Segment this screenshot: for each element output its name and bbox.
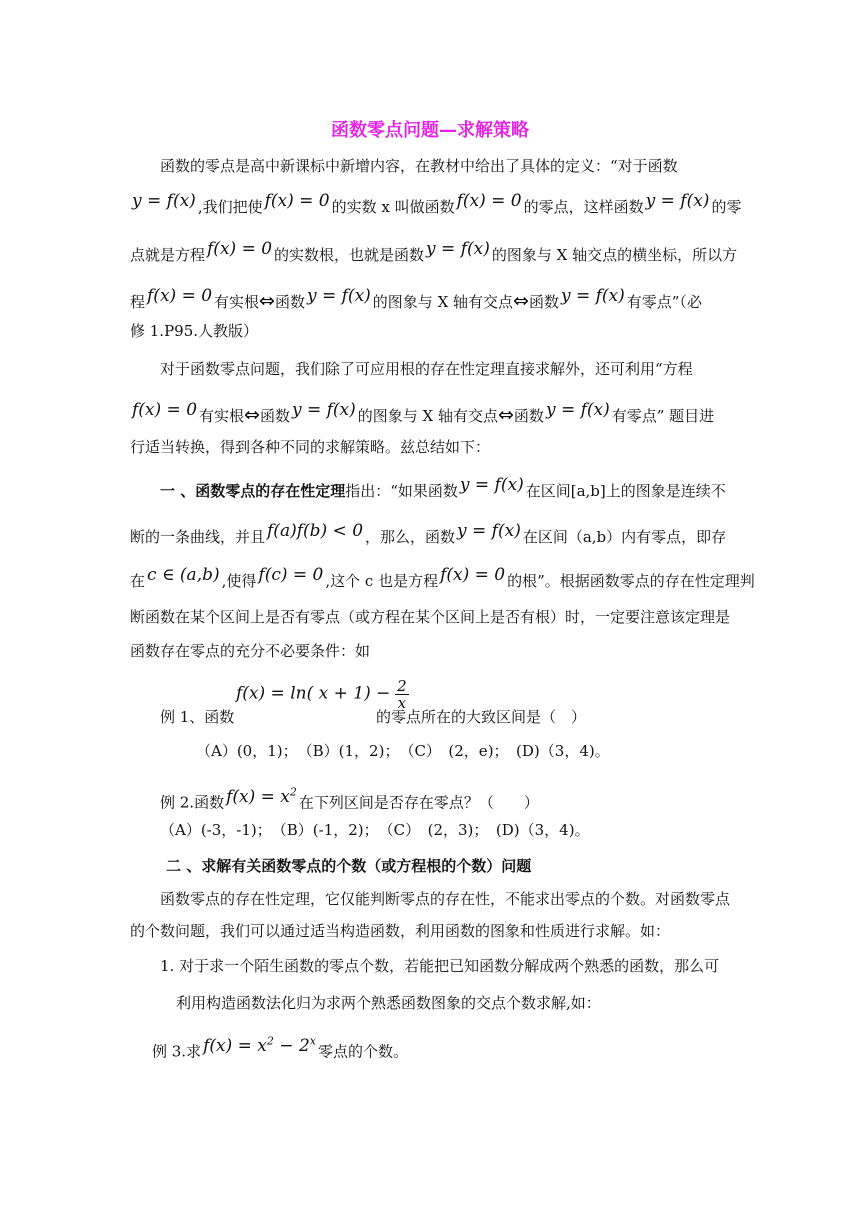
- p1-line4: 程 f(x) = 0 有实根⇔函数 y = f(x) 的图象与 X 轴有交点⇔函数 y = f(x) 有零点”（必: [130, 286, 702, 312]
- math-y-equals-fx: y = f(x): [132, 191, 196, 211]
- math-fx-equals-0: f(x) = 0: [147, 286, 213, 306]
- example1-line: 例 1、函数: [160, 708, 235, 726]
- math-y-equals-fx: y = f(x): [645, 191, 710, 211]
- section1-heading: 一 、函数零点的存在性定理: [160, 482, 346, 500]
- section1-line4: 断函数在某个区间上是否有零点（或方程在某个区间上是否有根）时，一定要注意该定理是: [130, 608, 731, 626]
- iff-symbol: ⇔: [498, 404, 514, 426]
- math-y-equals-fx: y = f(x): [306, 286, 371, 306]
- math-y-equals-fx: y = f(x): [457, 521, 521, 541]
- math-fx-equals-0: f(x) = 0: [440, 565, 506, 585]
- iff-symbol: ⇔: [244, 404, 260, 426]
- p1-line2: y = f(x) ,我们把使 f(x) = 0 的实数 x 叫做函数 f(x) = 0 的零点，这样函数 y = f(x) 的零: [132, 191, 742, 216]
- page-title: 函数零点问题—求解策略: [331, 120, 529, 141]
- section1-line2: 断的一条曲线，并且 f(a)f(b) < 0 ，那么，函数 y = f(x) 在区间（a,b）内有零点，即存: [130, 521, 727, 546]
- math-fx-equals-0: f(x) = 0: [207, 239, 273, 259]
- math-y-equals-fx: y = f(x): [426, 239, 490, 259]
- iff-symbol: ⇔: [259, 290, 275, 312]
- math-c-in-ab: c ∈ (a,b): [147, 565, 220, 585]
- iff-symbol: ⇔: [513, 290, 529, 312]
- section2-line2: 的个数问题，我们可以通过适当构造函数，利用函数的图象和性质进行求解。如：: [130, 922, 671, 940]
- p2-line1: 对于函数零点问题，我们除了可应用根的存在性定理直接求解外，还可利用“方程: [160, 360, 693, 378]
- example1-options: （A）(0，1)； （B）(1，2)； （C） (2，e)； (D)（3，4)。: [196, 742, 610, 760]
- example2-options: （A）(-3，-1)； （B）(-1，2)； （C） (2，3)； (D)（3，4)。: [160, 821, 590, 839]
- math-fx-equals-0: f(x) = 0: [132, 400, 198, 420]
- example1-after: 的零点所在的大致区间是（ ）: [376, 708, 587, 726]
- math-fx-equals-0: f(x) = 0: [264, 191, 330, 211]
- section2-heading: 二 、求解有关函数零点的个数（或方程根的个数）问题: [166, 857, 532, 875]
- section2-line1: 函数零点的存在性定理，它仅能判断零点的存在性，不能求出零点的个数。对函数零点: [160, 890, 731, 908]
- p2-line3: 行适当转换，得到各种不同的求解策略。兹总结如下：: [130, 438, 491, 456]
- example3-line: 例 3.求 $f(x) = x^2 - 2^x$零点的个数。: [152, 1034, 408, 1061]
- math-x-squared-minus-2-pow-x: $f(x) = x^2 - 2^x$: [203, 1034, 316, 1056]
- math-y-equals-fx: y = f(x): [459, 475, 524, 495]
- math-y-equals-fx: y = f(x): [545, 400, 610, 420]
- math-fc-equals-0: f(c) = 0: [258, 565, 324, 585]
- math-fx-equals-x-squared: $f(x) = x^2$: [226, 785, 297, 807]
- math-fx-equals-0: f(x) = 0: [456, 191, 522, 211]
- p2-line2: f(x) = 0 有实根⇔函数 y = f(x) 的图象与 X 轴有交点⇔函数 y = f(x) 有零点” 题目进: [132, 400, 715, 426]
- p1-line3: 点就是方程 f(x) = 0 的实数根，也就是函数 y = f(x) 的图象与 X 轴交点的横坐标，所以方: [130, 239, 738, 264]
- section2-item1-line1: 1. 对于求一个陌生函数的零点个数，若能把已知函数分解成两个熟悉的函数，那么可: [160, 957, 720, 975]
- p1-line1: 函数的零点是高中新课标中新增内容，在教材中给出了具体的定义：“对于函数: [160, 157, 678, 175]
- section2-item1-line2: 利用构造函数法化归为求两个熟悉函数图象的交点个数求解,如：: [176, 994, 601, 1012]
- math-y-equals-fx: y = f(x): [291, 400, 356, 420]
- section1-line1: 一 、函数零点的存在性定理指出：“如果函数 y = f(x) 在区间[a,b]上的图象是连续不: [160, 475, 726, 500]
- math-y-equals-fx: y = f(x): [560, 286, 625, 306]
- p1-line5: 修 1.P95.人教版）: [130, 322, 259, 340]
- fraction-2-over-x: $\frac{2}{x}$: [397, 677, 407, 712]
- math-fafb-less-0: f(a)f(b) < 0: [267, 521, 364, 541]
- section1-line3: 在 c ∈ (a,b) ,使得 f(c) = 0 ,这个 c 也是方程 f(x) = 0 的根”。根据函数零点的存在性定理判: [130, 565, 755, 590]
- section1-line5: 函数存在零点的充分不必要条件：如: [130, 642, 371, 660]
- example2-line: 例 2.函数 $f(x) = x^2$在下列区间是否存在零点？（ ）: [160, 785, 539, 812]
- example1-formula: f(x) = ln( x + 1) − $\frac{2}{x}$: [236, 677, 407, 712]
